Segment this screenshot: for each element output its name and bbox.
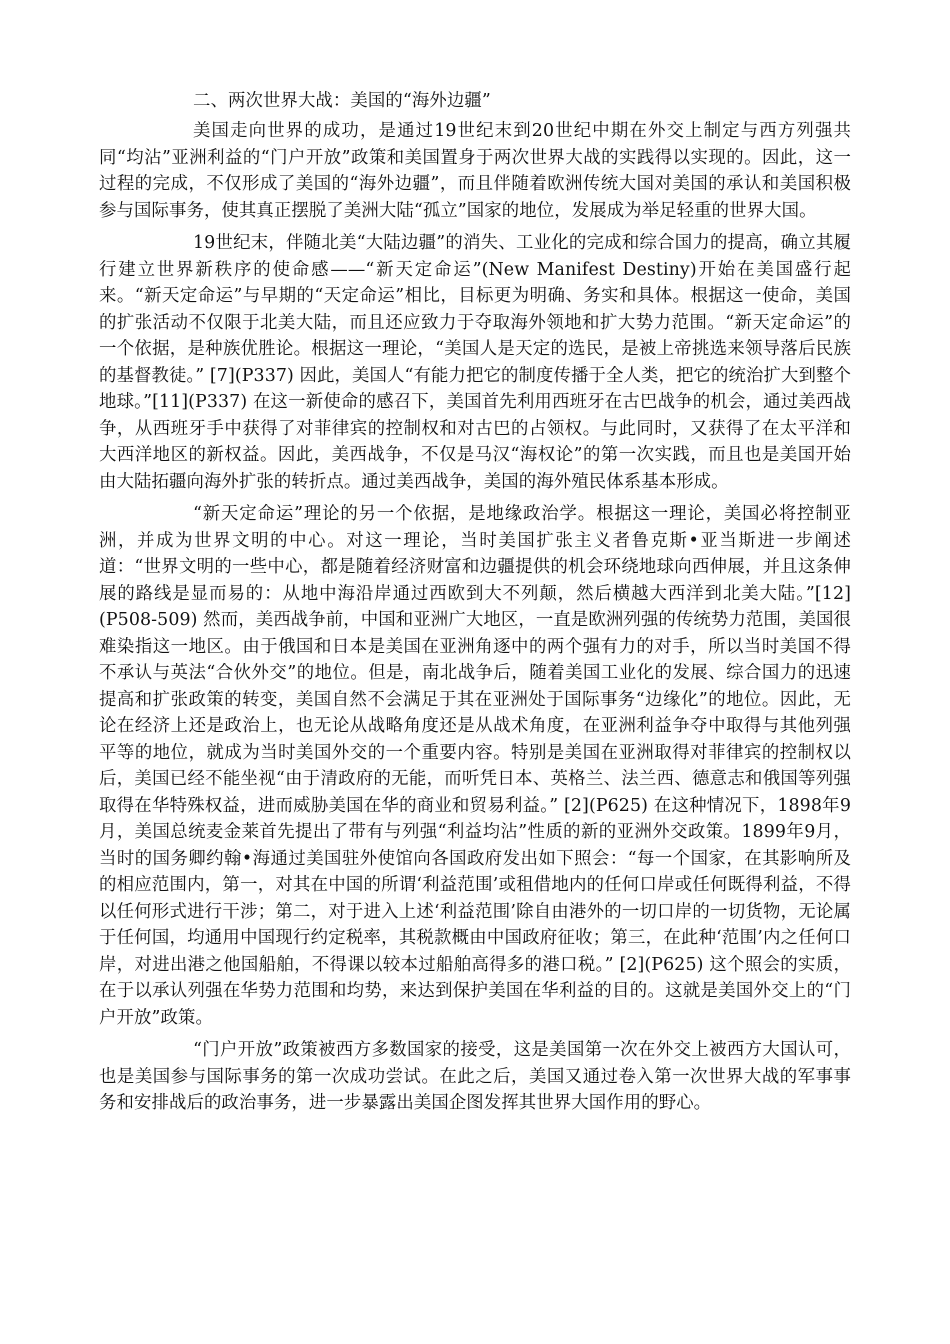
paragraph-4: “门户开放”政策被西方多数国家的接受，这是美国第一次在外交上被西方大国认可，也是美国参与国际事务的第一次成功尝试。在此之后，美国又通过卷入第一次世界大战的军事事务和安排战后的政治事务，进一步暴露出美国企图发挥其世界大国作用的野心。 [99, 1040, 851, 1113]
paragraph-3: “新天定命运”理论的另一个依据，是地缘政治学。根据这一理论，美国必将控制亚洲，并成为世界文明的中心。对这一理论，当时美国扩张主义者鲁克斯•亚当斯进一步阐述道：“世界文明的一些中心，都是随着经济财富和边疆提供的机会环绕地球向西伸展，并且这条伸展的路线是显而易的：从地中海沿岸通过西欧到大不列颠，然后横越大西洋到北美大陆。”[12](P508-509) 然而，美西战争前，中国和亚洲广大地区，一直是欧洲列强的传统势力范围，美国很难染指这一地区。由于俄国和日本是美国在亚洲角逐中的两个强有力的对手，所以当时美国不得不承认与英法“合伙外交”的地位。但是，南北战争后，随着美国工业化的发展、综合国力的迅速提高和扩张政策的转变，美国自然不会满足于其在亚洲处于国际事务“边缘化”的地位。因此，无论在经济上还是政治上，也无论从战略角度还是从战术角度，在亚洲利益争夺中取得与其他列强平等的地位，就成为当时美国外交的一个重要内容。特别是美国在亚洲取得对菲律宾的控制权以后，美国已经不能坐视“由于清政府的无能，而听凭日本、英格兰、法兰西、德意志和俄国等列强取得在华特殊权益，进而威胁美国在华的商业和贸易利益。” [2](P625) 在这种情况下，1898年9月，美国总统麦金莱首先提出了带有与列强“利益均沾”性质的新的亚洲外交政策。1899年9月，当时的国务卿约翰•海通过美国驻外使馆向各国政府发出如下照会：“每一个国家，在其影响所及的相应范围内，第一，对其在中国的所谓‘利益范围’或租借地内的任何口岸或任何既得利益，不得以任何形式进行干涉；第二，对于进入上述‘利益范围’除自由港外的一切口岸的一切货物，无论属于任何国，均通用中国现行约定税率，其税款概由中国政府征收；第三，在此种‘范围’内之任何口岸，对进出港之他国船舶，不得课以较本过船舶高得多的港口税。” [2](P625) 这个照会的实质，在于以承认列强在华势力范围和均势，来达到保护美国在华利益的目的。这就是美国外交上的“门户开放”政策。 [99, 504, 851, 1028]
paragraph-2: 19世纪末，伴随北美“大陆边疆”的消失、工业化的完成和综合国力的提高，确立其履行建立世界新秩序的使命感——“新天定命运”(New Manifest Destiny)开始在美国盛行起来。“新天定命运”与早期的“天定命运”相比，目标更为明确、务实和具体。根据这一使命，美国的扩张活动不仅限于北美大陆，而且还应致力于夺取海外领地和扩大势力范围。“新天定命运”的一个依据，是种族优胜论。根据这一理论，“美国人是天定的选民，是被上帝挑选来领导落后民族的基督教徒。” [7](P337) 因此，美国人“有能力把它的制度传播于全人类，把它的统治扩大到整个地球。”[11](P337) 在这一新使命的感召下，美国首先利用西班牙在古巴战争的机会，通过美西战争，从西班牙手中获得了对菲律宾的控制权和对古巴的占领权。与此同时，又获得了在太平洋和大西洋地区的新权益。因此，美西战争，不仅是马汉“海权论”的第一次实践，而且也是美国开始由大陆拓疆向海外扩张的转折点。通过美西战争，美国的海外殖民体系基本形成。 [99, 233, 851, 492]
paragraph-1: 美国走向世界的成功，是通过19世纪末到20世纪中期在外交上制定与西方列强共同“均沾”亚洲利益的“门户开放”政策和美国置身于两次世界大战的实践得以实现的。因此，这一过程的完成，不仅形成了美国的“海外边疆”，而且伴随着欧洲传统大国对美国的承认和美国积极参与国际事务，使其真正摆脱了美洲大陆“孤立”国家的地位，发展成为举足轻重的世界大国。 [99, 121, 851, 221]
document-body [99, 88, 851, 1117]
section-heading: 二、两次世界大战：美国的“海外边疆” [193, 91, 491, 111]
